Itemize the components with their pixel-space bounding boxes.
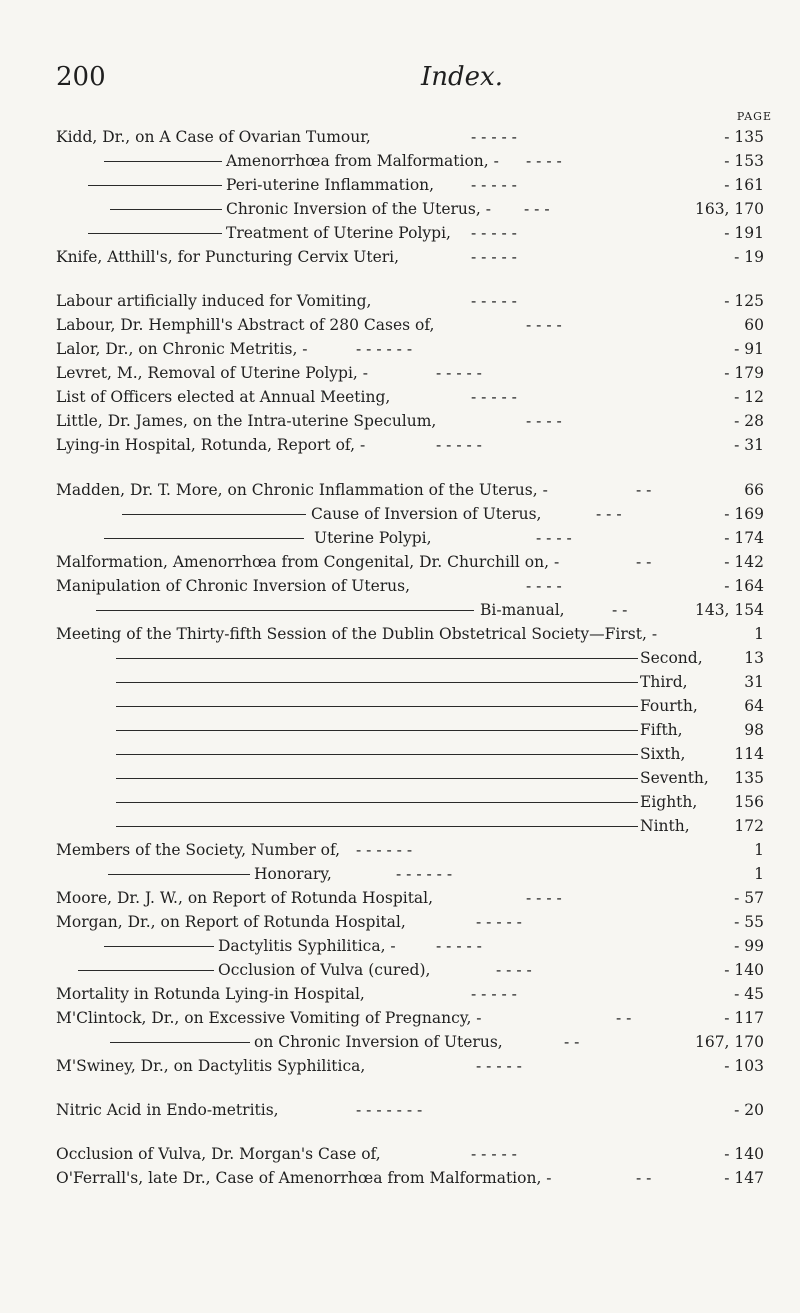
ditto-rule — [122, 514, 306, 515]
page-ref: 13 — [744, 649, 764, 667]
entry-text: Lying-in Hospital, Rotunda, Report of, - — [56, 436, 366, 454]
leader-dots: - - - — [524, 200, 550, 218]
leader-dots: - - - - - - — [356, 841, 413, 859]
leader-dots: - - - - — [536, 529, 572, 547]
leader-dots: - - - - — [526, 577, 562, 595]
entry-text: Second, — [640, 649, 703, 667]
ditto-rule — [116, 754, 638, 755]
index-entry — [56, 526, 766, 550]
leader-dots: - - - - - - — [396, 865, 453, 883]
index-entry — [56, 862, 766, 886]
ditto-rule — [116, 730, 638, 731]
section-gap — [56, 1078, 766, 1098]
entry-text: M'Clintock, Dr., on Excessive Vomiting of Pregnancy, - — [56, 1009, 482, 1027]
ditto-rule — [96, 610, 474, 611]
section-gap — [56, 1122, 766, 1142]
section-gap — [56, 269, 766, 289]
entry-text: Uterine Polypi, — [314, 529, 432, 547]
index-entry — [56, 958, 766, 982]
index-entry — [56, 598, 766, 622]
entry-text: Eighth, — [640, 793, 698, 811]
page-ref: 114 — [734, 745, 764, 763]
leader-dots: - - — [636, 1169, 652, 1187]
leader-dots: - - — [636, 553, 652, 571]
ditto-rule — [116, 778, 638, 779]
index-entry — [56, 1030, 766, 1054]
entry-text: Dactylitis Syphilitica, - — [218, 937, 396, 955]
index-entry — [56, 313, 766, 337]
leader-dots: - - - - - — [471, 985, 517, 1003]
index-entry — [56, 1166, 766, 1190]
page-ref: - 117 — [724, 1009, 764, 1027]
index-entry — [56, 125, 766, 149]
entry-text: Nitric Acid in Endo-metritis, — [56, 1101, 279, 1119]
page-ref: - 140 — [724, 961, 764, 979]
entry-text: Kidd, Dr., on A Case of Ovarian Tumour, — [56, 128, 371, 146]
ditto-rule — [104, 161, 222, 162]
ditto-rule — [116, 682, 638, 683]
index-entry — [56, 814, 766, 838]
index-entry — [56, 934, 766, 958]
index-entry — [56, 149, 766, 173]
index-entry — [56, 766, 766, 790]
page-ref: - 161 — [724, 176, 764, 194]
page-ref: - 140 — [724, 1145, 764, 1163]
page-ref: - 147 — [724, 1169, 764, 1187]
page-ref: 163, 170 — [694, 200, 764, 218]
page-ref: 172 — [734, 817, 764, 835]
leader-dots: - - - - — [526, 889, 562, 907]
leader-dots: - - — [612, 601, 628, 619]
entry-text: Fourth, — [640, 697, 698, 715]
entry-text: Levret, M., Removal of Uterine Polypi, - — [56, 364, 369, 382]
leader-dots: - - - — [596, 505, 622, 523]
page-ref: - 57 — [734, 889, 764, 907]
page-number: 200 — [56, 62, 106, 92]
leader-dots: - - - - - — [436, 436, 482, 454]
page-ref: - 174 — [724, 529, 764, 547]
entry-text: Malformation, Amenorrhœa from Congenital, Dr. Churchill on, - — [56, 553, 560, 571]
entry-text: Treatment of Uterine Polypi, — [226, 224, 451, 242]
ditto-rule — [116, 658, 638, 659]
index-entry — [56, 1006, 766, 1030]
entry-text: List of Officers elected at Annual Meeting, — [56, 388, 391, 406]
page-ref: 143, 154 — [694, 601, 764, 619]
entry-text: Members of the Society, Number of, — [56, 841, 341, 859]
entry-text: Seventh, — [640, 769, 709, 787]
ditto-rule — [110, 1042, 250, 1043]
page-ref: 1 — [754, 841, 764, 859]
page-ref: - 99 — [734, 937, 764, 955]
page-ref: - 28 — [734, 412, 764, 430]
page-ref: - 142 — [724, 553, 764, 571]
index-entry — [56, 910, 766, 934]
leader-dots: - - - - - — [471, 128, 517, 146]
page-ref: - 55 — [734, 913, 764, 931]
leader-dots: - - - - - — [471, 1145, 517, 1163]
index-entry — [56, 197, 766, 221]
page-title: Index. — [421, 62, 503, 92]
index-entry — [56, 1054, 766, 1078]
index-entry — [56, 574, 766, 598]
page-ref: - 135 — [724, 128, 764, 146]
leader-dots: - - - - - — [471, 224, 517, 242]
leader-dots: - - - - - — [471, 176, 517, 194]
index-entry — [56, 790, 766, 814]
ditto-rule — [110, 209, 222, 210]
page-ref: - 169 — [724, 505, 764, 523]
entry-text: Moore, Dr. J. W., on Report of Rotunda Hospital, — [56, 889, 434, 907]
page-ref: 1 — [754, 865, 764, 883]
leader-dots: - - — [636, 481, 652, 499]
leader-dots: - - - - — [496, 961, 532, 979]
index-entry — [56, 245, 766, 269]
leader-dots: - - - - - — [436, 937, 482, 955]
leader-dots: - - - - - — [476, 913, 522, 931]
page-ref: - 45 — [734, 985, 764, 1003]
page-ref: - 103 — [724, 1057, 764, 1075]
entry-text: Amenorrhœa from Malformation, - — [226, 152, 499, 170]
index-entry — [56, 173, 766, 197]
index-entry — [56, 1142, 766, 1166]
ditto-rule — [108, 874, 250, 875]
entry-text: Bi-manual, — [480, 601, 565, 619]
leader-dots: - - - - - — [471, 388, 517, 406]
index-entry — [56, 221, 766, 245]
entry-text: Chronic Inversion of the Uterus, - — [226, 200, 491, 218]
leader-dots: - - - - - — [436, 364, 482, 382]
page-ref: - 91 — [734, 340, 764, 358]
index-entry — [56, 385, 766, 409]
leader-dots: - - - - - — [471, 292, 517, 310]
index-entry — [56, 337, 766, 361]
page-column-label: PAGE — [736, 110, 772, 123]
index-entry — [56, 886, 766, 910]
page-ref: - 191 — [724, 224, 764, 242]
index-entry — [56, 478, 766, 502]
entry-text: Manipulation of Chronic Inversion of Uterus, — [56, 577, 411, 595]
entry-text: M'Swiney, Dr., on Dactylitis Syphilitica, — [56, 1057, 366, 1075]
section-gap — [56, 457, 766, 478]
page-ref: 135 — [734, 769, 764, 787]
page-ref: - 31 — [734, 436, 764, 454]
entry-text: Meeting of the Thirty-fifth Session of the Dublin Obstetrical Society—First, - — [56, 625, 658, 643]
ditto-rule — [116, 802, 638, 803]
ditto-rule — [116, 826, 638, 827]
index-list — [56, 125, 766, 1190]
leader-dots: - - - - - — [471, 248, 517, 266]
index-entry — [56, 550, 766, 574]
page-ref: - 19 — [734, 248, 764, 266]
entry-text: Occlusion of Vulva, Dr. Morgan's Case of, — [56, 1145, 381, 1163]
index-entry — [56, 502, 766, 526]
page-ref: 98 — [744, 721, 764, 739]
page-ref: - 179 — [724, 364, 764, 382]
entry-text: Labour, Dr. Hemphill's Abstract of 280 Cases of, — [56, 316, 435, 334]
page-ref: - 164 — [724, 577, 764, 595]
ditto-rule — [88, 185, 222, 186]
index-entry — [56, 289, 766, 313]
index-entry — [56, 982, 766, 1006]
index-entry — [56, 838, 766, 862]
entry-text: Fifth, — [640, 721, 683, 739]
entry-text: Lalor, Dr., on Chronic Metritis, - — [56, 340, 308, 358]
entry-text: Little, Dr. James, on the Intra-uterine Speculum, — [56, 412, 437, 430]
index-entry — [56, 409, 766, 433]
ditto-rule — [78, 970, 214, 971]
ditto-rule — [104, 538, 304, 539]
ditto-rule — [88, 233, 222, 234]
page-ref: - 125 — [724, 292, 764, 310]
ditto-rule — [116, 706, 638, 707]
page-ref: 1 — [754, 625, 764, 643]
leader-dots: - - - - — [526, 412, 562, 430]
entry-text: Sixth, — [640, 745, 686, 763]
ditto-rule — [104, 946, 214, 947]
leader-dots: - - — [616, 1009, 632, 1027]
leader-dots: - - - - - — [476, 1057, 522, 1075]
index-entry — [56, 622, 766, 646]
entry-text: Labour artificially induced for Vomiting, — [56, 292, 372, 310]
index-entry — [56, 1098, 766, 1122]
index-entry — [56, 433, 766, 457]
leader-dots: - - - - — [526, 316, 562, 334]
leader-dots: - - — [564, 1033, 580, 1051]
entry-text: Honorary, — [254, 865, 332, 883]
entry-text: O'Ferrall's, late Dr., Case of Amenorrhœa from Malformation, - — [56, 1169, 552, 1187]
entry-text: Knife, Atthill's, for Puncturing Cervix Uteri, — [56, 248, 400, 266]
index-entry — [56, 646, 766, 670]
page-ref: - 12 — [734, 388, 764, 406]
index-entry — [56, 694, 766, 718]
index-entry — [56, 361, 766, 385]
entry-text: on Chronic Inversion of Uterus, — [254, 1033, 503, 1051]
page-ref: 64 — [744, 697, 764, 715]
page-ref: 156 — [734, 793, 764, 811]
page-ref: 31 — [744, 673, 764, 691]
leader-dots: - - - - - - — [356, 340, 413, 358]
entry-text: Ninth, — [640, 817, 690, 835]
index-entry — [56, 742, 766, 766]
page-ref: 66 — [744, 481, 764, 499]
page-ref: - 20 — [734, 1101, 764, 1119]
entry-text: Mortality in Rotunda Lying-in Hospital, — [56, 985, 365, 1003]
entry-text: Morgan, Dr., on Report of Rotunda Hospital, — [56, 913, 406, 931]
entry-text: Madden, Dr. T. More, on Chronic Inflammation of the Uterus, - — [56, 481, 548, 499]
index-entry — [56, 670, 766, 694]
entry-text: Third, — [640, 673, 688, 691]
leader-dots: - - - - - - - — [356, 1101, 423, 1119]
page-header — [56, 62, 756, 102]
index-entry — [56, 718, 766, 742]
entry-text: Peri-uterine Inflammation, — [226, 176, 435, 194]
entry-text: Cause of Inversion of Uterus, — [311, 505, 542, 523]
page-ref: - 153 — [724, 152, 764, 170]
leader-dots: - - - - — [526, 152, 562, 170]
page-ref: 167, 170 — [694, 1033, 764, 1051]
entry-text: Occlusion of Vulva (cured), — [218, 961, 431, 979]
page-ref: 60 — [744, 316, 764, 334]
